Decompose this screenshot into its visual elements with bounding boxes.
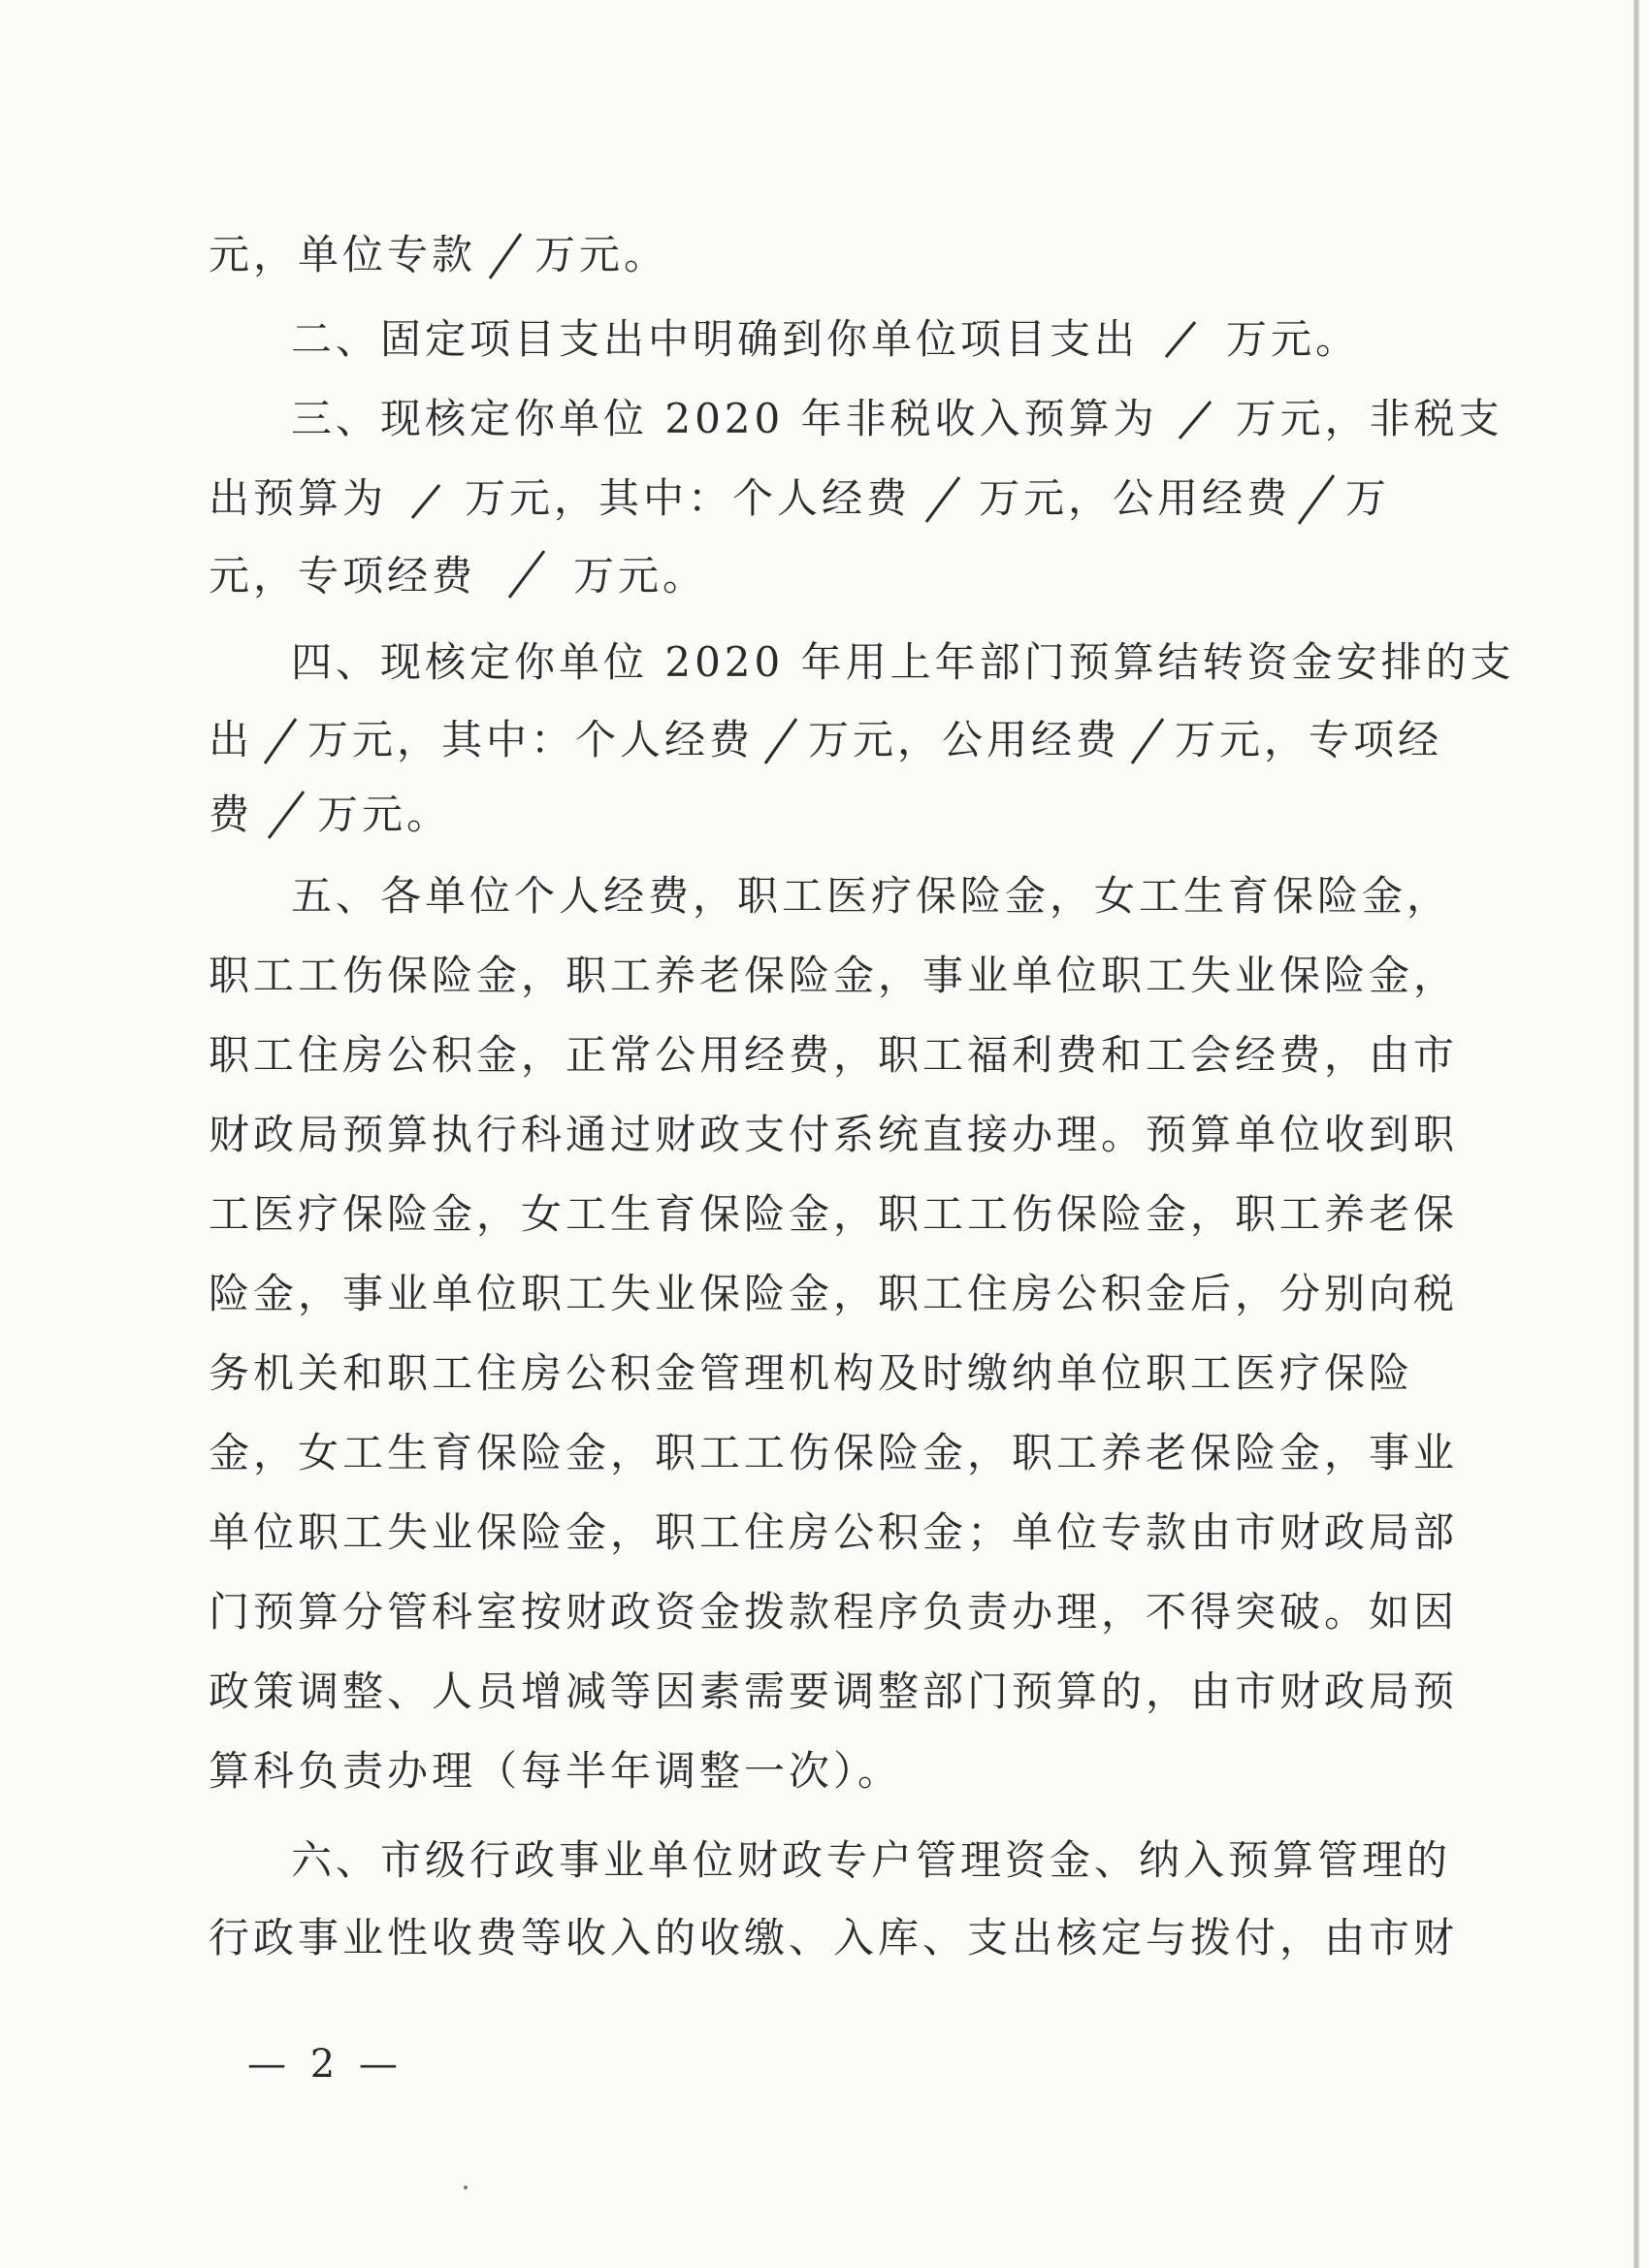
line-5 <box>209 549 1440 603</box>
scan-edge-shadow <box>1633 0 1639 2268</box>
text-segment: 二、固定项目支出中明确到你单位项目支出 <box>291 315 1140 363</box>
text-segment: 工医疗保险金，女工生育保险金，职工工伤保险金，职工养老保 <box>209 1190 1459 1238</box>
text-segment: 万元。 <box>573 552 708 599</box>
text-segment: 四、现核定你单位 2020 年用上年部门预算结转资金安排的支 <box>291 638 1515 686</box>
line-7 <box>209 713 1443 767</box>
text-segment: 职工工伤保险金，职工养老保险金，事业单位职工失业保险金， <box>209 952 1459 999</box>
text-segment: 元，单位专款 <box>209 231 477 278</box>
line-4 <box>209 471 1440 526</box>
line-19 <box>209 1665 1459 1719</box>
text-segment: 万 <box>1345 474 1391 522</box>
line-22 <box>209 1911 1459 1965</box>
text-segment: 元，专项经费 <box>209 552 477 599</box>
line-15 <box>209 1346 1440 1401</box>
blank-slash-mark <box>476 549 573 603</box>
line-10 <box>209 949 1459 1003</box>
text-segment: 五、各单位个人经费，职工医疗保险金，女工生育保险金， <box>291 872 1452 920</box>
blank-slash-mark <box>476 228 534 282</box>
text-segment: 金，女工生育保险金，职工工伤保险金，职工养老保险金，事业 <box>209 1429 1459 1476</box>
blank-slash-mark <box>754 713 808 767</box>
text-segment: 行政事业性收费等收入的收缴、入库、支出核定与拨付，由市财 <box>209 1914 1459 1961</box>
text-segment: 万元。 <box>317 791 452 838</box>
line-14 <box>209 1267 1459 1321</box>
line-21 <box>291 1833 1452 1888</box>
blank-slash-mark <box>911 471 979 526</box>
text-segment: 单位职工失业保险金，职工住房公积金；单位专款由市财政局部 <box>209 1508 1459 1556</box>
text-segment: 万元，其中：个人经费 <box>307 716 755 763</box>
line-2 <box>291 312 1440 367</box>
text-segment: 万元，专项经 <box>1175 716 1443 763</box>
blank-slash-mark <box>1291 471 1345 526</box>
blank-slash-mark <box>253 713 307 767</box>
line-8 <box>209 788 1440 842</box>
text-segment: 万元，非税支 <box>1235 395 1504 442</box>
blank-slash-mark <box>1158 392 1236 446</box>
line-18 <box>209 1585 1459 1639</box>
text-segment: 费 <box>209 791 254 838</box>
text-segment: 出 <box>209 716 254 763</box>
line-17 <box>209 1506 1459 1560</box>
text-segment: 万元。 <box>534 231 669 278</box>
text-segment: 职工住房公积金，正常公用经费，职工福利费和工会经费，由市 <box>209 1031 1459 1079</box>
page-number: — 2 — <box>247 2042 404 2087</box>
text-segment: 六、市级行政事业单位财政专户管理资金、纳入预算管理的 <box>291 1836 1452 1884</box>
line-12 <box>209 1108 1459 1162</box>
text-segment: 三、现核定你单位 2020 年非税收入预算为 <box>291 395 1158 442</box>
line-16 <box>209 1426 1459 1480</box>
blank-slash-mark <box>1139 312 1226 367</box>
text-segment: 出预算为 <box>209 474 388 522</box>
line-1 <box>209 228 1440 282</box>
line-3 <box>291 392 1504 446</box>
text-segment: 门预算分管科室按财政资金拨款程序负责办理，不得突破。如因 <box>209 1588 1459 1636</box>
text-segment: 万元，公用经费 <box>979 474 1292 522</box>
text-segment: 万元。 <box>1226 315 1361 363</box>
line-20 <box>209 1744 1440 1798</box>
text-segment: 政策调整、人员增减等因素需要调整部门预算的，由市财政局预 <box>209 1668 1459 1715</box>
line-9 <box>291 869 1452 923</box>
text-segment: 财政局预算执行科通过财政支付系统直接办理。预算单位收到职 <box>209 1111 1459 1158</box>
blank-slash-mark <box>1120 713 1175 767</box>
blank-slash-mark <box>253 788 317 842</box>
scan-speck <box>464 2186 468 2189</box>
line-13 <box>209 1187 1459 1242</box>
text-segment: 险金，事业单位职工失业保险金，职工住房公积金后，分别向税 <box>209 1270 1459 1317</box>
line-11 <box>209 1028 1459 1083</box>
blank-slash-mark <box>387 471 465 526</box>
text-segment: 万元，其中：个人经费 <box>465 474 912 522</box>
text-segment: 算科负责办理（每半年调整一次）。 <box>209 1747 903 1795</box>
text-segment: 万元，公用经费 <box>808 716 1121 763</box>
text-segment: 务机关和职工住房公积金管理机构及时缴纳单位职工医疗保险 <box>209 1349 1414 1397</box>
line-6 <box>291 635 1515 690</box>
